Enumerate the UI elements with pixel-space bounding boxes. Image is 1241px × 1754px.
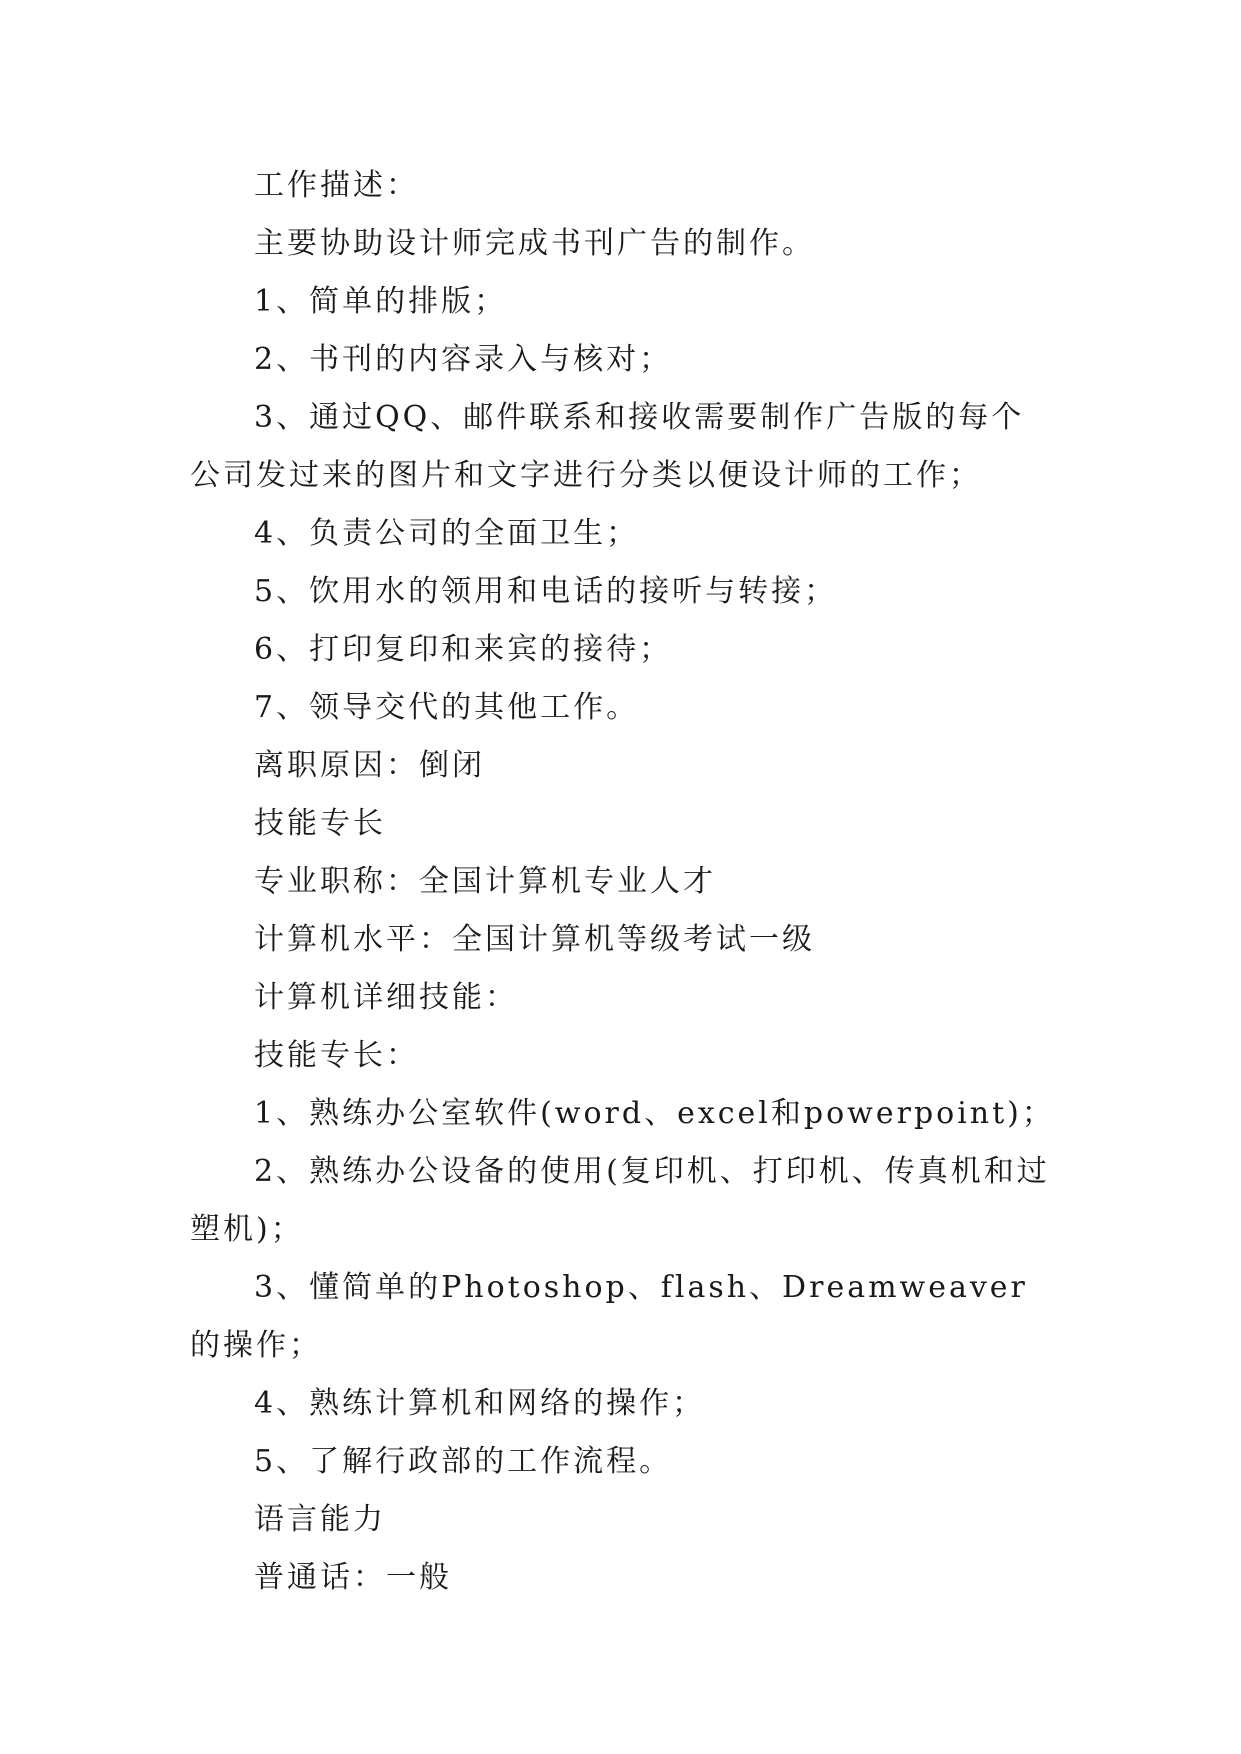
section-heading-skills: 技能专长 — [254, 806, 386, 841]
skill-item-2: 2、熟练办公设备的使用(复印机、打印机、传真机和过塑机)； — [190, 1154, 1050, 1247]
section-label-job-description: 工作描述： — [254, 168, 419, 203]
duty-item-2: 2、书刊的内容录入与核对； — [254, 342, 673, 377]
duty-item-7: 7、领导交代的其他工作。 — [254, 690, 640, 725]
skills-label: 技能专长： — [254, 1038, 419, 1073]
computer-level: 计算机水平：全国计算机等级考试一级 — [254, 922, 815, 957]
document-body — [190, 157, 1056, 1607]
job-summary: 主要协助设计师完成书刊广告的制作。 — [254, 226, 815, 261]
mandarin-level: 普通话：一般 — [254, 1560, 452, 1595]
computer-skills-label: 计算机详细技能： — [254, 980, 518, 1015]
duty-item-5: 5、饮用水的领用和电话的接听与转接； — [254, 574, 838, 609]
duty-item-4: 4、负责公司的全面卫生； — [254, 516, 640, 551]
skill-item-1: 1、熟练办公室软件(word、excel和powerpoint)； — [254, 1096, 1055, 1131]
skill-item-3: 3、懂简单的Photoshop、flash、Dreamweaver的操作； — [190, 1270, 1028, 1363]
professional-title: 专业职称：全国计算机专业人才 — [254, 864, 716, 899]
duty-item-1: 1、简单的排版； — [254, 284, 508, 319]
duty-item-3: 3、通过QQ、邮件联系和接收需要制作广告版的每个公司发过来的图片和文字进行分类以便设计师的工作； — [190, 400, 1025, 493]
duty-item-6: 6、打印复印和来宾的接待； — [254, 632, 673, 667]
section-heading-language: 语言能力 — [254, 1502, 386, 1537]
skill-item-4: 4、熟练计算机和网络的操作； — [254, 1386, 706, 1421]
skill-item-5: 5、了解行政部的工作流程。 — [254, 1444, 673, 1479]
leaving-reason: 离职原因：倒闭 — [254, 748, 485, 783]
